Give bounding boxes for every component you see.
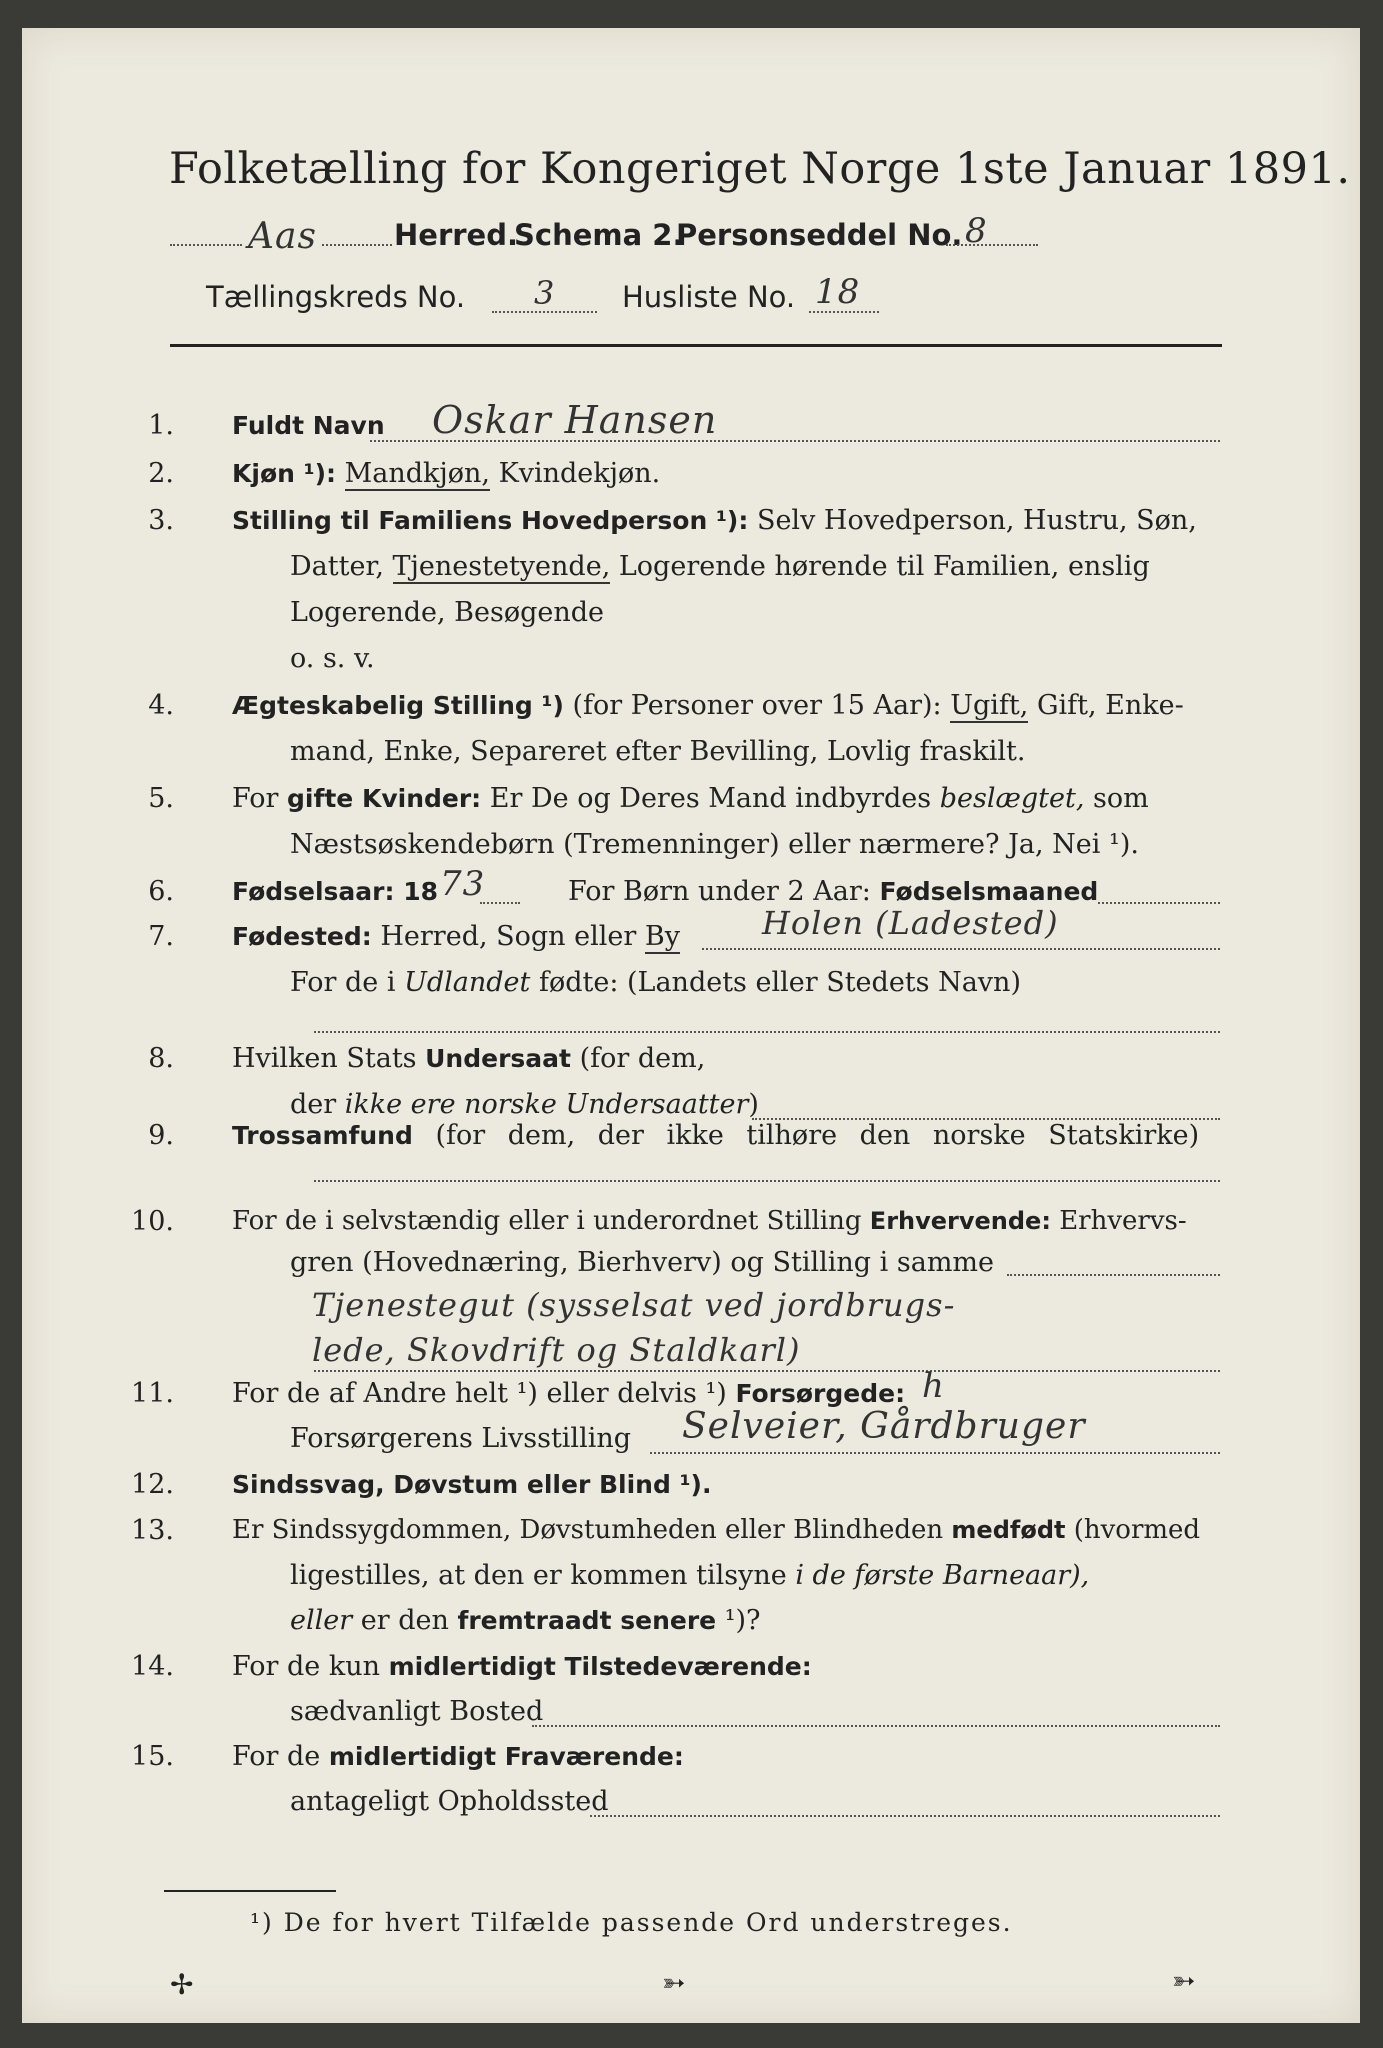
q13-text: er den <box>360 1605 449 1636</box>
q9-text: (for dem, der ikke tilhøre den norske Statskirke) <box>435 1120 1200 1151</box>
q5-text: For <box>232 783 279 814</box>
q4-label: Ægteskabelig Stilling ¹) <box>232 691 564 720</box>
item-number: 6. <box>148 876 174 907</box>
registration-mark: ✢ <box>170 1968 194 2001</box>
item-number: 2. <box>148 458 174 489</box>
q13-label-2: fremtraadt senere <box>457 1606 717 1635</box>
q7-text: fødte: (Landets eller Stedets Navn) <box>538 967 1021 998</box>
item-number: 4. <box>148 690 174 721</box>
q15-text: For de <box>232 1741 321 1772</box>
q9-label: Trossamfund <box>232 1121 413 1150</box>
q7-option-selected: By <box>644 921 680 952</box>
q11-answer-mark: h <box>922 1366 945 1406</box>
q3-options: o. s. v. <box>290 643 375 674</box>
q14-label: midlertidigt Tilstedeværende: <box>388 1652 812 1681</box>
q15-label: midlertidigt Fraværende: <box>328 1742 684 1771</box>
personseddel-label: Personseddel No. <box>676 218 963 252</box>
q5-text: Næstsøskendebørn (Tremenninger) eller nærmere? Ja, Nei ¹). <box>290 829 1139 860</box>
q3-label: Stilling til Familiens Hovedperson ¹): <box>232 506 749 535</box>
q8-text: Hvilken Stats <box>232 1043 417 1074</box>
q1-answer: Oskar Hansen <box>432 398 718 442</box>
q3-options: Logerende, Besøgende <box>290 597 604 628</box>
q11-label: Forsørgede: <box>735 1379 906 1408</box>
q5-label: gifte Kvinder: <box>287 784 482 813</box>
q4-text: (for Personer over 15 Aar): <box>572 690 942 721</box>
registration-mark: ➳ <box>1172 1964 1196 1997</box>
q8-text: (for dem, <box>579 1043 706 1074</box>
q10-text: Erhvervs- <box>1059 1206 1187 1236</box>
q13-text-italic: eller <box>290 1605 353 1636</box>
q4-options: Gift, Enke- <box>1036 690 1184 721</box>
q10-text: For de i selvstændig eller i underordnet Stilling <box>232 1206 862 1236</box>
q3-options: Logerende hørende til Familien, enslig <box>618 551 1150 582</box>
q6-label-2: Fødselsmaaned <box>879 877 1099 906</box>
q2-option: Kvindekjøn. <box>498 458 661 489</box>
q14-text: For de kun <box>232 1651 380 1682</box>
q10-answer-line1: Tjenestegut (sysselsat ved jordbrugs- <box>312 1286 956 1324</box>
q7-text: For de i <box>290 967 396 998</box>
item-number: 9. <box>148 1120 174 1151</box>
q12-label: Sindssvag, Døvstum eller Blind ¹). <box>232 1470 712 1499</box>
q14-text: sædvanligt Bosted <box>290 1696 544 1727</box>
q11-text: For de af Andre helt ¹) eller delvis ¹) <box>232 1378 727 1409</box>
q10-text: gren (Hovednæring, Bierhverv) og Stilling i samme <box>290 1247 995 1278</box>
herred-label: Herred. <box>394 218 518 252</box>
q8-label: Undersaat <box>425 1044 571 1073</box>
schema-label: Schema 2. <box>514 218 684 252</box>
q2-option-selected: Mandkjøn, <box>344 458 490 489</box>
q6-year-answer: 73 <box>440 864 486 904</box>
q1-label: Fuldt Navn <box>232 411 385 440</box>
q7-options: Herred, Sogn eller <box>380 921 637 952</box>
q8-text-italic: ikke ere norske Undersaatter <box>344 1089 749 1120</box>
herred-value: Aas <box>248 216 317 257</box>
census-form-sheet: Folketælling for Kongeriget Norge 1ste Januar 1891. Aas Herred. Schema 2. Personseddel No. 8 Tællingskreds No. 3 Husliste No. 18 1. Fuldt Navn Oskar Hansen 2. Kjøn ¹): Mandkjøn, Kvindekjøn. 3. Stilling til Familiens Hovedperson ¹): Selv Hovedperson, Hustru, Søn, Datter, Tjenestetyende, Logerende hørende til Familien, enslig Logerende, Besøgende o. s. v. 4. Ægteskabelig Stilling ¹) (for Personer over 15 Aar): Ugift, Gift, Enke- mand, Enke, Separeret efter Bevilling, Lovlig fraskilt. 5. For gifte Kvinder: Er De og Deres Mand indbyrdes beslægtet, som Næstsøskendebørn (Tremenninger) eller nærmere? Ja, Nei ¹). 6. Fødselsaar: 18 73 For Børn under 2 Aar: Fødselsmaaned 7. Fødested: Herred, Sogn eller By Holen (Ladested) For de i Udlandet fødte: (Landets eller Stedets Navn) 8. Hvilken Stats Undersaat (for dem, der ikke ere norske Undersaatter) 9. Trossamfund (for dem, der ikke tilhøre den norske Statskirke) 10. For de i selvstændig eller i underordnet Stilling Erhvervende: Erhvervs- gren (Hovednæring, Bierhverv) og Stilling i samme Tjenestegut (sysselsat ved jordbrugs- lede, Skovdrift og Staldkarl) 11. For de af Andre helt ¹) eller delvis ¹) Forsørgede: h Forsørgerens Livsstilling Selveier, Gårdbruger 12. Sindssvag, Døvstum eller Blind ¹). 13. Er Sindssygdommen, Døvstumheden eller Blindheden medfødt (hvormed ligestilles, at den er kommen tilsyne i de første Barneaar), eller er den fremtraadt senere ¹)? 14. For de kun midlertidigt Tilstedeværende: sædvanligt Bosted 15. For de midlertidigt Fraværende: antageligt Opholdssted ¹) De for hvert Tilfælde passende Ord understreges. ✢ ➳ ➳ <box>22 28 1360 2023</box>
q13-text: ¹)? <box>724 1605 761 1636</box>
footnote-divider <box>164 1890 336 1892</box>
q2-label: Kjøn ¹): <box>232 459 336 488</box>
item-number: 7. <box>148 921 174 952</box>
q6-text: For Børn under 2 Aar: <box>568 876 871 907</box>
q3-option-selected: Tjenestetyende, <box>392 551 611 582</box>
q6-label: Fødselsaar: 18 <box>232 877 438 906</box>
q13-text: (hvormed <box>1073 1515 1201 1545</box>
q4-options: mand, Enke, Separeret efter Bevilling, Lovlig fraskilt. <box>290 736 1026 767</box>
q5-text: som <box>1093 783 1149 814</box>
q10-answer-line2: lede, Skovdrift og Staldkarl) <box>312 1331 801 1369</box>
item-number: 3. <box>148 505 174 536</box>
q11-answer: Selveier, Gårdbruger <box>682 1406 1086 1447</box>
q13-text: Er Sindssygdommen, Døvstumheden eller Blindheden <box>232 1515 944 1545</box>
item-number: 14. <box>131 1651 174 1682</box>
item-number: 15. <box>131 1741 174 1772</box>
q13-text-italic: i de første Barneaar), <box>795 1560 1090 1591</box>
q13-text: ligestilles, at den er kommen tilsyne <box>290 1560 787 1591</box>
q5-text: Er De og Deres Mand indbyrdes <box>489 783 932 814</box>
item-number: 1. <box>148 410 174 441</box>
item-number: 5. <box>148 783 174 814</box>
kreds-label: Tællingskreds No. <box>206 280 466 314</box>
q5-text-italic: beslægtet, <box>939 783 1085 814</box>
q3-options: Selv Hovedperson, Hustru, Søn, <box>756 505 1197 536</box>
kreds-value: 3 <box>534 274 556 312</box>
q7-text-italic: Udlandet <box>404 967 531 998</box>
husliste-value: 18 <box>815 272 861 312</box>
q11-text: Forsørgerens Livsstilling <box>290 1423 632 1454</box>
q10-label: Erhvervende: <box>869 1207 1051 1235</box>
q13-label: medfødt <box>951 1516 1066 1544</box>
item-number: 8. <box>148 1043 174 1074</box>
form-title: Folketælling for Kongeriget Norge 1ste Januar 1891. <box>169 144 1351 194</box>
item-number: 13. <box>131 1515 174 1546</box>
item-number: 11. <box>131 1378 174 1409</box>
q4-option-selected: Ugift, <box>950 690 1029 721</box>
q8-text: der <box>290 1089 337 1120</box>
q7-answer: Holen (Ladested) <box>762 904 1059 942</box>
q15-text: antageligt Opholdssted <box>290 1786 609 1817</box>
item-number: 10. <box>131 1206 174 1237</box>
registration-mark: ➳ <box>662 1966 686 1999</box>
footnote: ¹) De for hvert Tilfælde passende Ord understreges. <box>250 1908 1013 1937</box>
item-number: 12. <box>131 1469 174 1500</box>
q3-option: Datter, <box>290 551 384 582</box>
q7-label: Fødested: <box>232 922 372 951</box>
personseddel-value: 8 <box>965 211 988 251</box>
husliste-label: Husliste No. <box>622 280 796 314</box>
header-divider <box>170 344 1222 347</box>
